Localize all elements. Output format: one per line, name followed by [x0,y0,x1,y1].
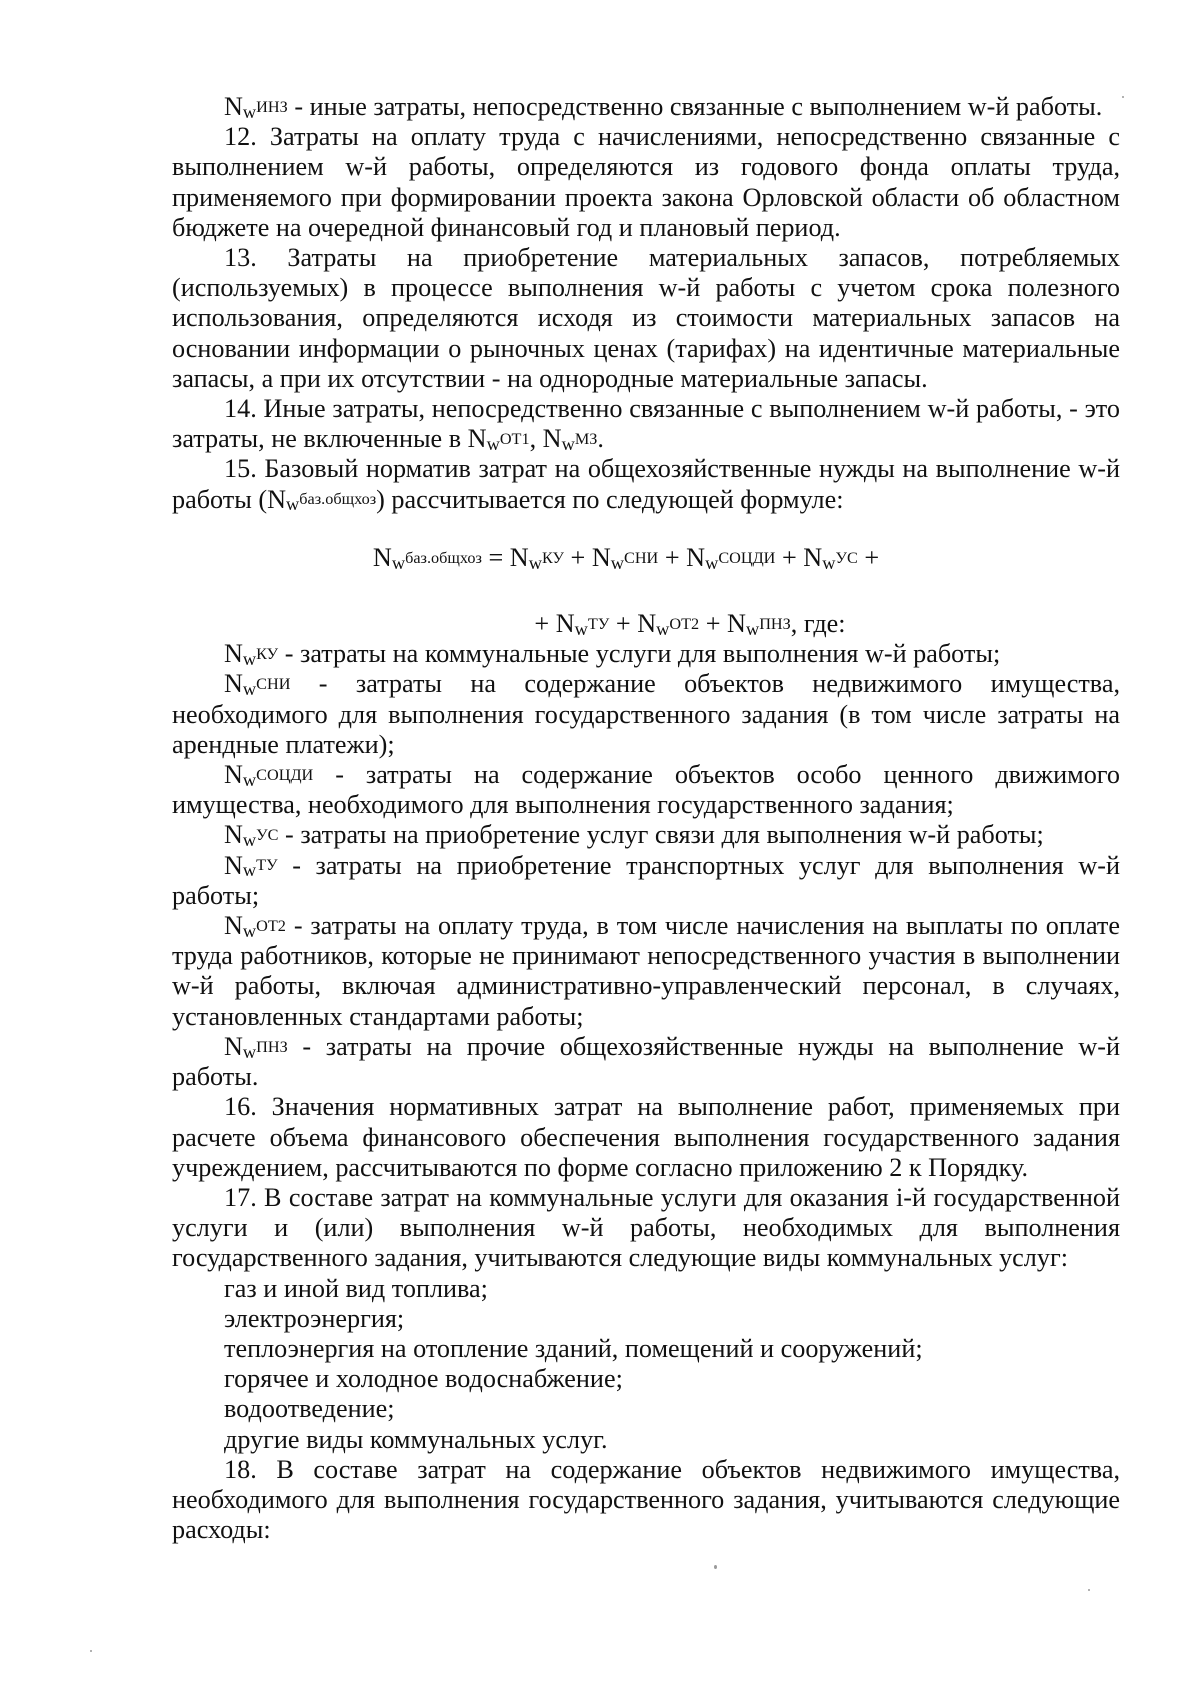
definition-tu: $N_w^{ТУ}$ - затраты на приобретение транспортных услуг для выполнения w-й работы; [172,850,1120,910]
paragraph-16: 16. Значения нормативных затрат на выполнение работ, применяемых при расчете объема финансового обеспечения выполнения государственного задания учреждением, рассчитываются по форме согласно приложению 2 к Порядку. [172,1092,1120,1182]
definition-ot2: $N_w^{ОТ2}$ - затраты на оплату труда, в том числе начисления на выплаты по оплате труда работников, которые не принимают непосредственного участия в выполнении w-й работы, включая административно-управленческий персонал, в случаях, установленных стандартами работы; [172,911,1120,1031]
list-item: электроэнергия; [224,1303,405,1333]
formula-line-2: + $N_w^{ТУ} + N_w^{ОТ2} + N_w^{ПНЗ}$, где: [534,609,846,639]
list-item: другие виды коммунальных услуг. [224,1424,608,1454]
definition-inz: $N_w^{ИНЗ}$ - иные затраты, непосредственно связанные с выполнением w-й работы. [224,92,1103,122]
scan-speck [714,1565,717,1569]
definition-ku: $N_w^{КУ}$ - затраты на коммунальные услуги для выполнения w-й работы; [224,639,1001,669]
paragraph-15: 15. Базовый норматив затрат на общехозяйственные нужды на выполнение w-й работы $(N_w^{баз.общхоз})$ рассчитывается по следующей формуле: [172,454,1120,515]
definition-us: $N_w^{УС}$ - затраты на приобретение услуг связи для выполнения w-й работы; [224,820,1044,851]
definition-pnz: $N_w^{ПНЗ}$ - затраты на прочие общехозяйственные нужды на выполнение w-й работы. [172,1031,1120,1092]
list-item: газ и иной вид топлива; [224,1273,488,1303]
definition-sni: $N_w^{СНИ}$ - затраты на содержание объектов недвижимого имущества, необходимого для выполнения государственного задания (в том числе затраты на арендные платежи); [172,669,1120,759]
paragraph-18: 18. В составе затрат на содержание объектов недвижимого имущества, необходимого для выполнения государственного задания, учитываются следующие расходы: [172,1454,1120,1545]
definition-socdi: $N_w^{СОЦДИ}$ - затраты на содержание объектов особо ценного движимого имущества, необходимого для выполнения государственного задания; [172,760,1120,820]
paragraph-17: 17. В составе затрат на коммунальные услуги для оказания i-й государственной услуги и (или) выполнения w-й работы, необходимых для выполнения государственного задания, учитываются следующие виды коммунальных услуг: [172,1182,1120,1273]
paragraph-12: 12. Затраты на оплату труда с начислениями, непосредственно связанные с выполнением w-й работы, определяются из годового фонда оплаты труда, применяемого при формировании проекта закона Орловской области об областном бюджете на очередной финансовый год и плановый период. [172,122,1120,242]
document-body [172,92,1120,1545]
scan-speck [90,1650,92,1652]
scan-speck [1088,1589,1090,1591]
definition-text: - иные затраты, непосредственно связанные с выполнением w-й работы. [287,92,1103,121]
list-item: теплоэнергия на отопление зданий, помещений и сооружений; [224,1333,923,1363]
formula-line-1: $N_w^{баз.общхоз} = N_w^{КУ} + N_w^{СНИ} + N_w^{СОЦДИ} + N_w^{УС}$ + [372,542,880,573]
scan-speck [1122,96,1124,98]
list-item: водоотведение; [224,1394,395,1424]
paragraph-14: 14. Иные затраты, непосредственно связанные с выполнением w-й работы, - это затраты, не включенные в $N_w^{ОТ1}$, $N_w^{МЗ}$. [172,394,1120,454]
paragraph-13: 13. Затраты на приобретение материальных запасов, потребляемых (используемых) в процессе выполнения w-й работы с учетом срока полезного использования, определяются исходя из стоимости материальных запасов на основании информации о рыночных ценах (тарифах) на идентичные материальные запасы, а при их отсутствии - на однородные материальные запасы. [172,243,1120,393]
symbol-n: N [224,92,243,121]
list-item: горячее и холодное водоснабжение; [224,1364,623,1394]
